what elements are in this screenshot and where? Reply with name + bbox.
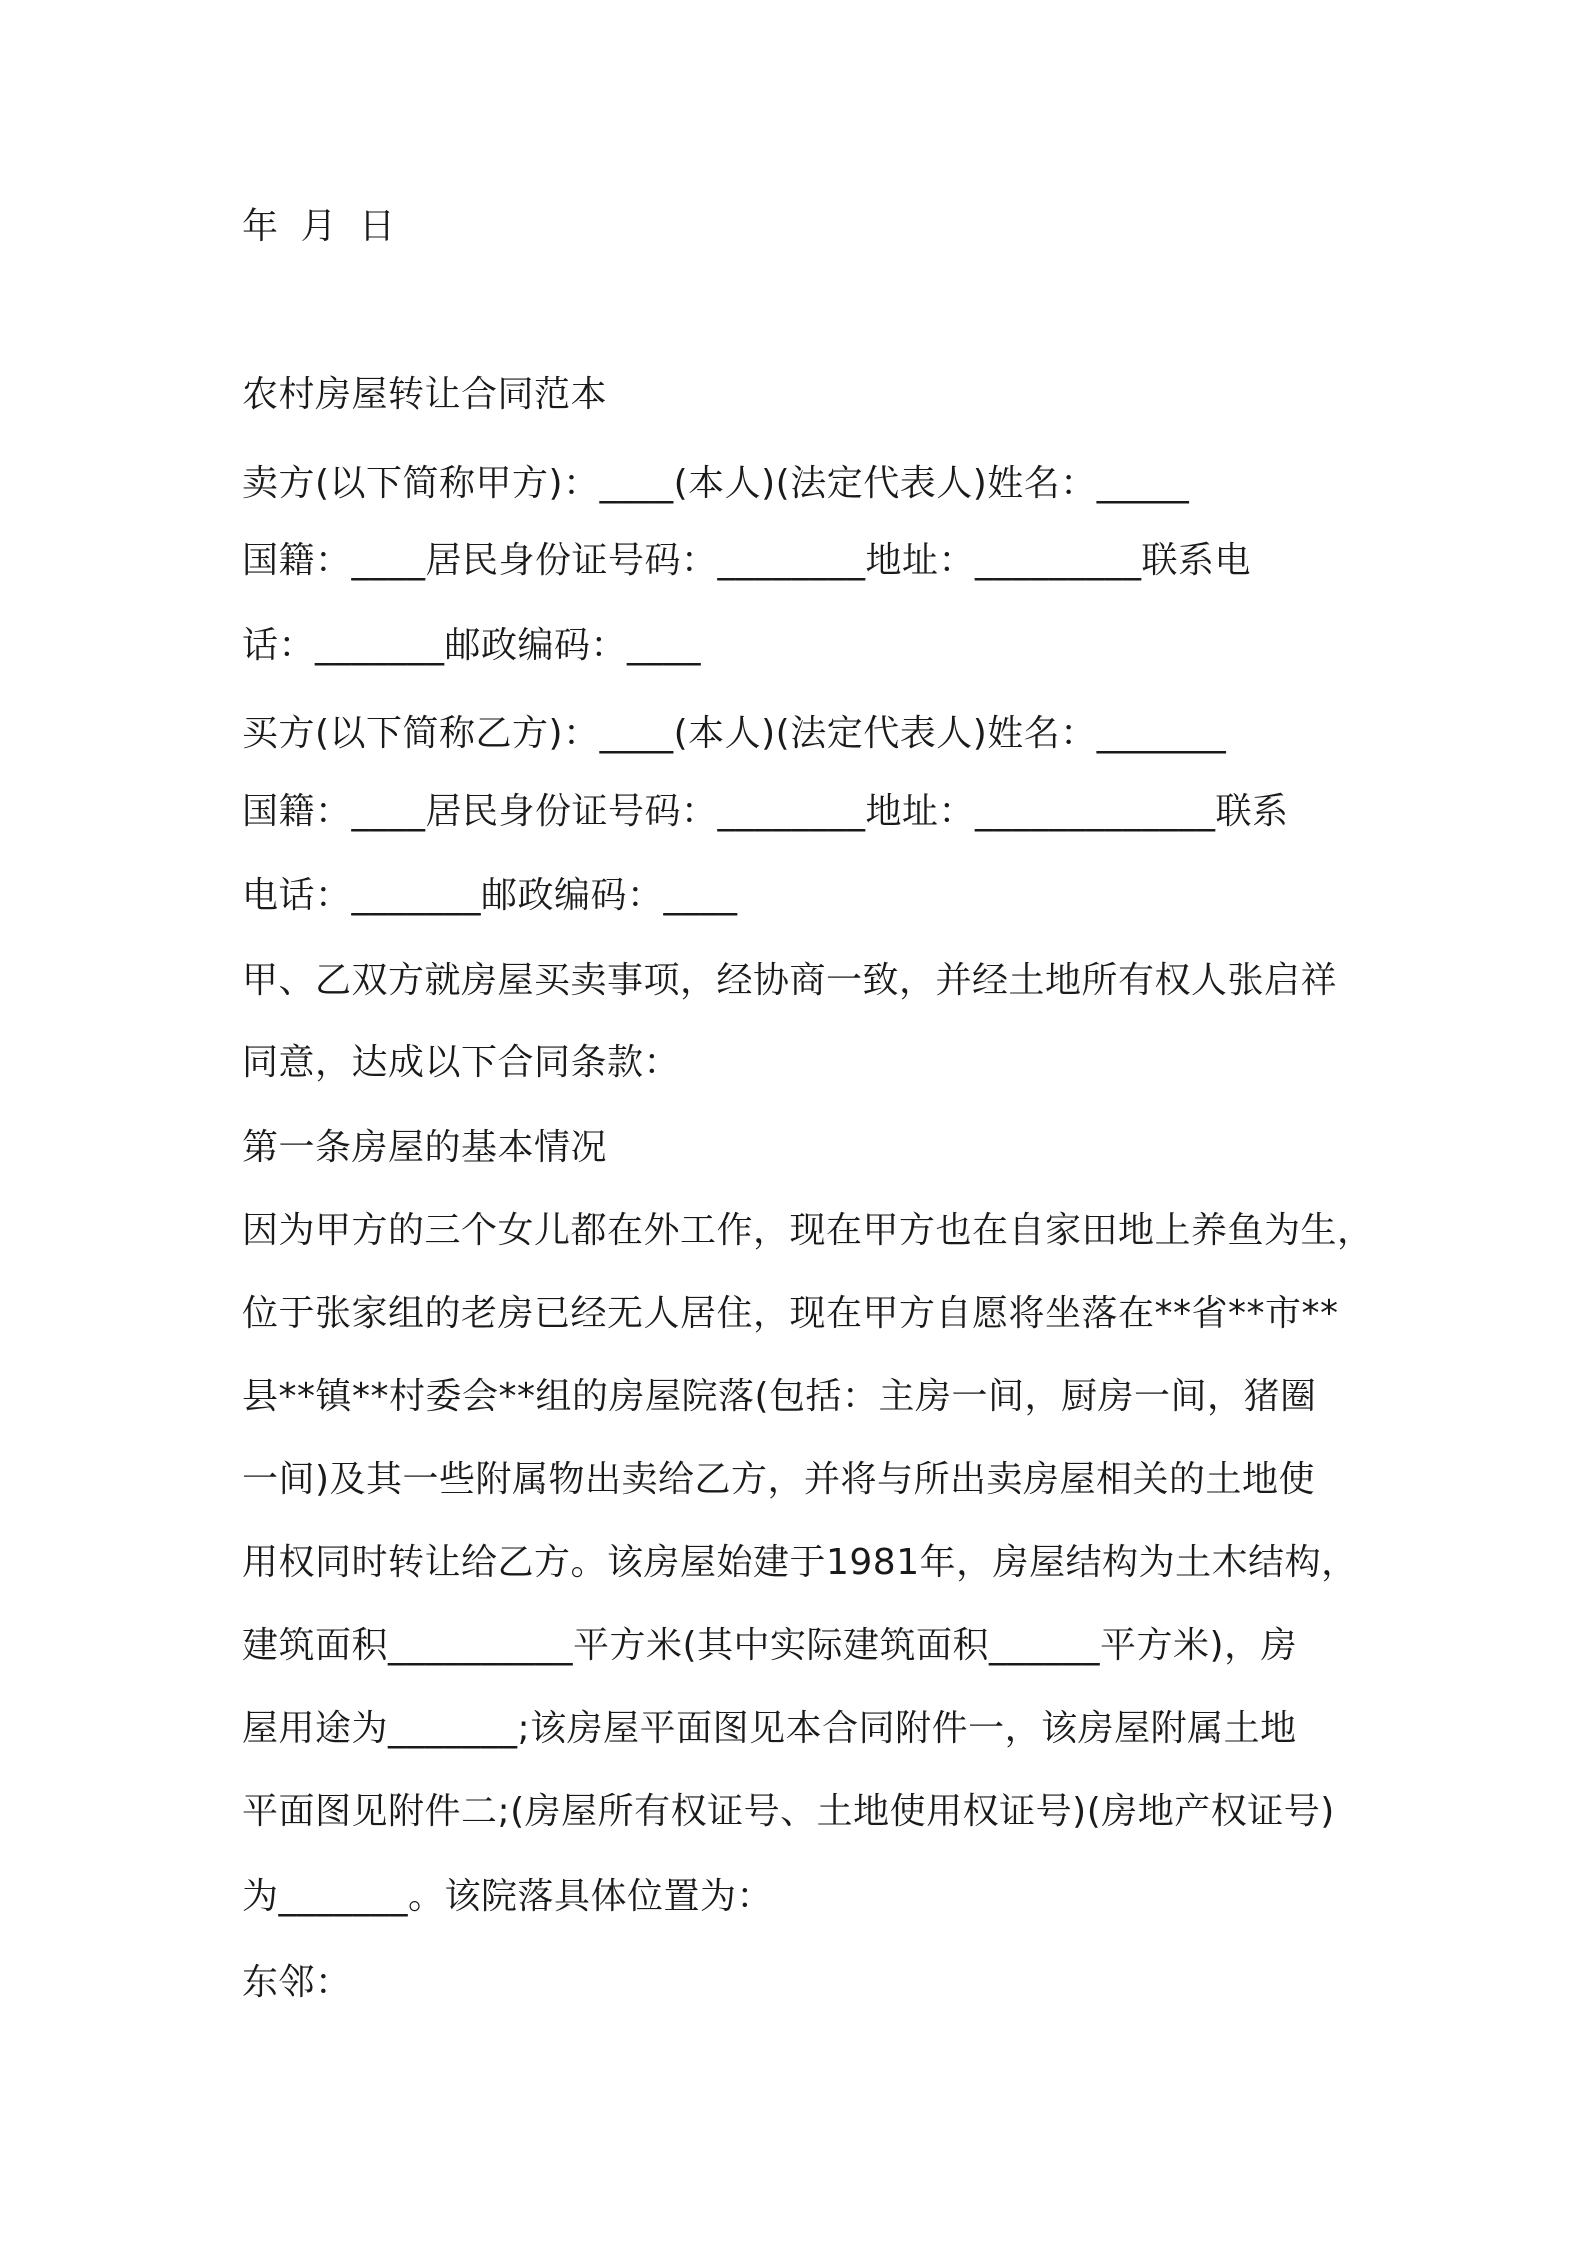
date-line xyxy=(242,204,418,250)
date-year: 年 xyxy=(242,206,279,247)
article-1-line-4: 一间)及其一些附属物出卖给乙方，并将与所出卖房屋相关的土地使 xyxy=(242,1459,1316,1500)
document-title: 农村房屋转让合同范本 xyxy=(242,374,608,415)
article-1-line-6: 建筑面积__________平方米(其中实际建筑面积______平方米)，房 xyxy=(242,1625,1298,1666)
seller-line-3: 话：_______邮政编码：____ xyxy=(242,625,702,666)
article-1-line-3: 县**镇**村委会**组的房屋院落(包括：主房一间，厨房一间，猪圈 xyxy=(242,1376,1317,1417)
article-1-line-5: 用权同时转让给乙方。该房屋始建于1981年，房屋结构为土木结构， xyxy=(242,1542,1358,1583)
buyer-line-2: 国籍：____居民身份证号码：________地址：_____________联系 xyxy=(242,791,1289,832)
article-1-heading: 第一条房屋的基本情况 xyxy=(242,1127,608,1168)
buyer-line-3: 电话：_______邮政编码：____ xyxy=(242,875,738,916)
buyer-line-1: 买方(以下简称乙方)：____(本人)(法定代表人)姓名：_______ xyxy=(242,713,1227,754)
article-1-line-7: 屋用途为_______;该房屋平面图见本合同附件一，该房屋附属土地 xyxy=(242,1708,1297,1749)
date-day: 日 xyxy=(359,206,396,247)
article-1-line-8: 平面图见附件二;(房屋所有权证号、土地使用权证号)(房地产权证号) xyxy=(242,1791,1335,1832)
seller-line-2: 国籍：____居民身份证号码：________地址：_________联系电 xyxy=(242,540,1252,581)
agreement-line-2: 同意，达成以下合同条款： xyxy=(242,1042,681,1083)
agreement-line-1: 甲、乙双方就房屋买卖事项，经协商一致，并经土地所有权人张启祥 xyxy=(242,960,1338,1001)
article-1-line-9: 为_______。该院落具体位置为： xyxy=(242,1876,774,1917)
date-month: 月 xyxy=(300,206,338,247)
seller-line-1: 卖方(以下简称甲方)：____(本人)(法定代表人)姓名：_____ xyxy=(242,463,1190,504)
east-neighbor-line: 东邻： xyxy=(242,1962,352,2003)
article-1-line-2: 位于张家组的老房已经无人居住，现在甲方自愿将坐落在**省**市** xyxy=(242,1293,1339,1334)
article-1-line-1: 因为甲方的三个女儿都在外工作，现在甲方也在自家田地上养鱼为生， xyxy=(242,1210,1374,1251)
